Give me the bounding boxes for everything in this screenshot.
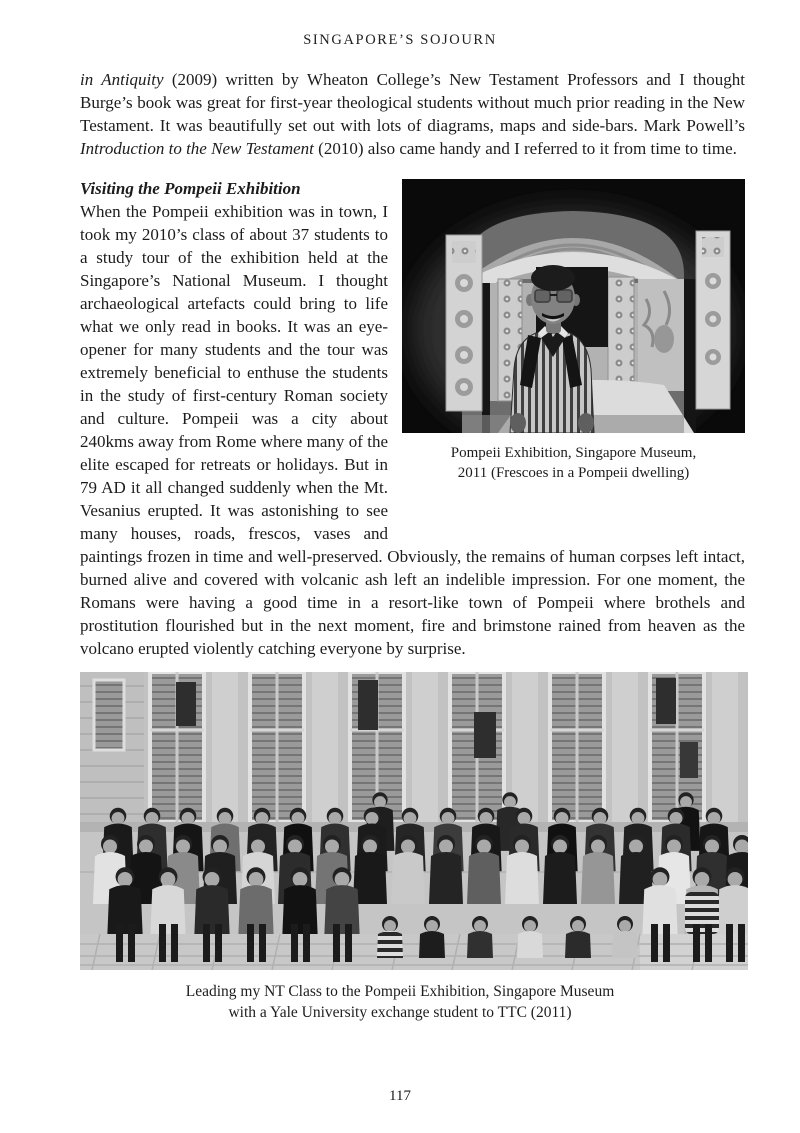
figure-pompeii-exhibition <box>402 179 745 483</box>
group-photo <box>80 672 748 970</box>
figure1-caption-line2: 2011 (Frescoes in a Pompeii dwelling) <box>457 465 690 481</box>
figure2-caption-line1: Leading my NT Class to the Pompeii Exhibition, Singapore Museum <box>185 983 615 1000</box>
pompeii-exhibition-photo <box>402 179 745 433</box>
pompeii-section <box>80 177 745 660</box>
figure2-caption-line2: with a Yale University exchange student to TTC (2011) <box>228 1004 572 1021</box>
book-title-italic-2: Introduction to the New Testament <box>80 139 314 158</box>
running-head: SINGAPORE’S SOJOURN <box>303 32 497 48</box>
figure1-caption-line1: Pompeii Exhibition, Singapore Museum, <box>450 445 697 461</box>
section-paragraph: When the Pompeii exhibition was in town, I took my 2010’s class of about 37 students to a study tour of the exhibition held at the Singapore’s National Museum. I thought archaeological artefacts could bring to life what we only read in books. It was an eye-opener for many students and the tour was extremely beneficial to enthuse the students in the study of first-century Roman society and culture. Pompeii was a city about 240kms away from Rome where many of the elite escaped for retreats or holidays. But in 79 AD it all changed suddenly when the Mt. Vesanius erupted. It was astonishing to see many houses, roads, frescos, vases and paintings frozen in time and well-preserved. Obviously, the remains of human corpses left intact, burned alive and covered with volcanic ash left an indelible impression. For one moment, the Romans were having a good time in a resort-like town of Pompeii where brothels and prostitution flourished but in the next moment, fire and brimstone rained from heaven as the volcano erupted violently catching everyone by surprise. <box>80 202 745 658</box>
figure-group-photo <box>0 672 800 1023</box>
page-number: 117 <box>389 1088 411 1104</box>
intro-text-2: (2010) also came handy and I referred to it from time to time. <box>313 139 737 158</box>
figure1-caption <box>402 443 745 483</box>
page-content <box>0 68 800 660</box>
figure2-caption <box>0 981 800 1023</box>
tiled-floor <box>80 934 748 970</box>
book-title-italic: in Antiquity <box>80 70 164 89</box>
section-heading: Visiting the Pompeii Exhibition <box>80 179 301 198</box>
intro-paragraph <box>80 68 745 160</box>
intro-text-1: (2009) written by Wheaton College’s New Testament Professors and I thought Burge’s book was great for first-year theological students without much prior reading in the New Testament. It was beautifully set out with lots of diagrams, maps and side-bars. Mark Powell’s <box>80 70 745 135</box>
